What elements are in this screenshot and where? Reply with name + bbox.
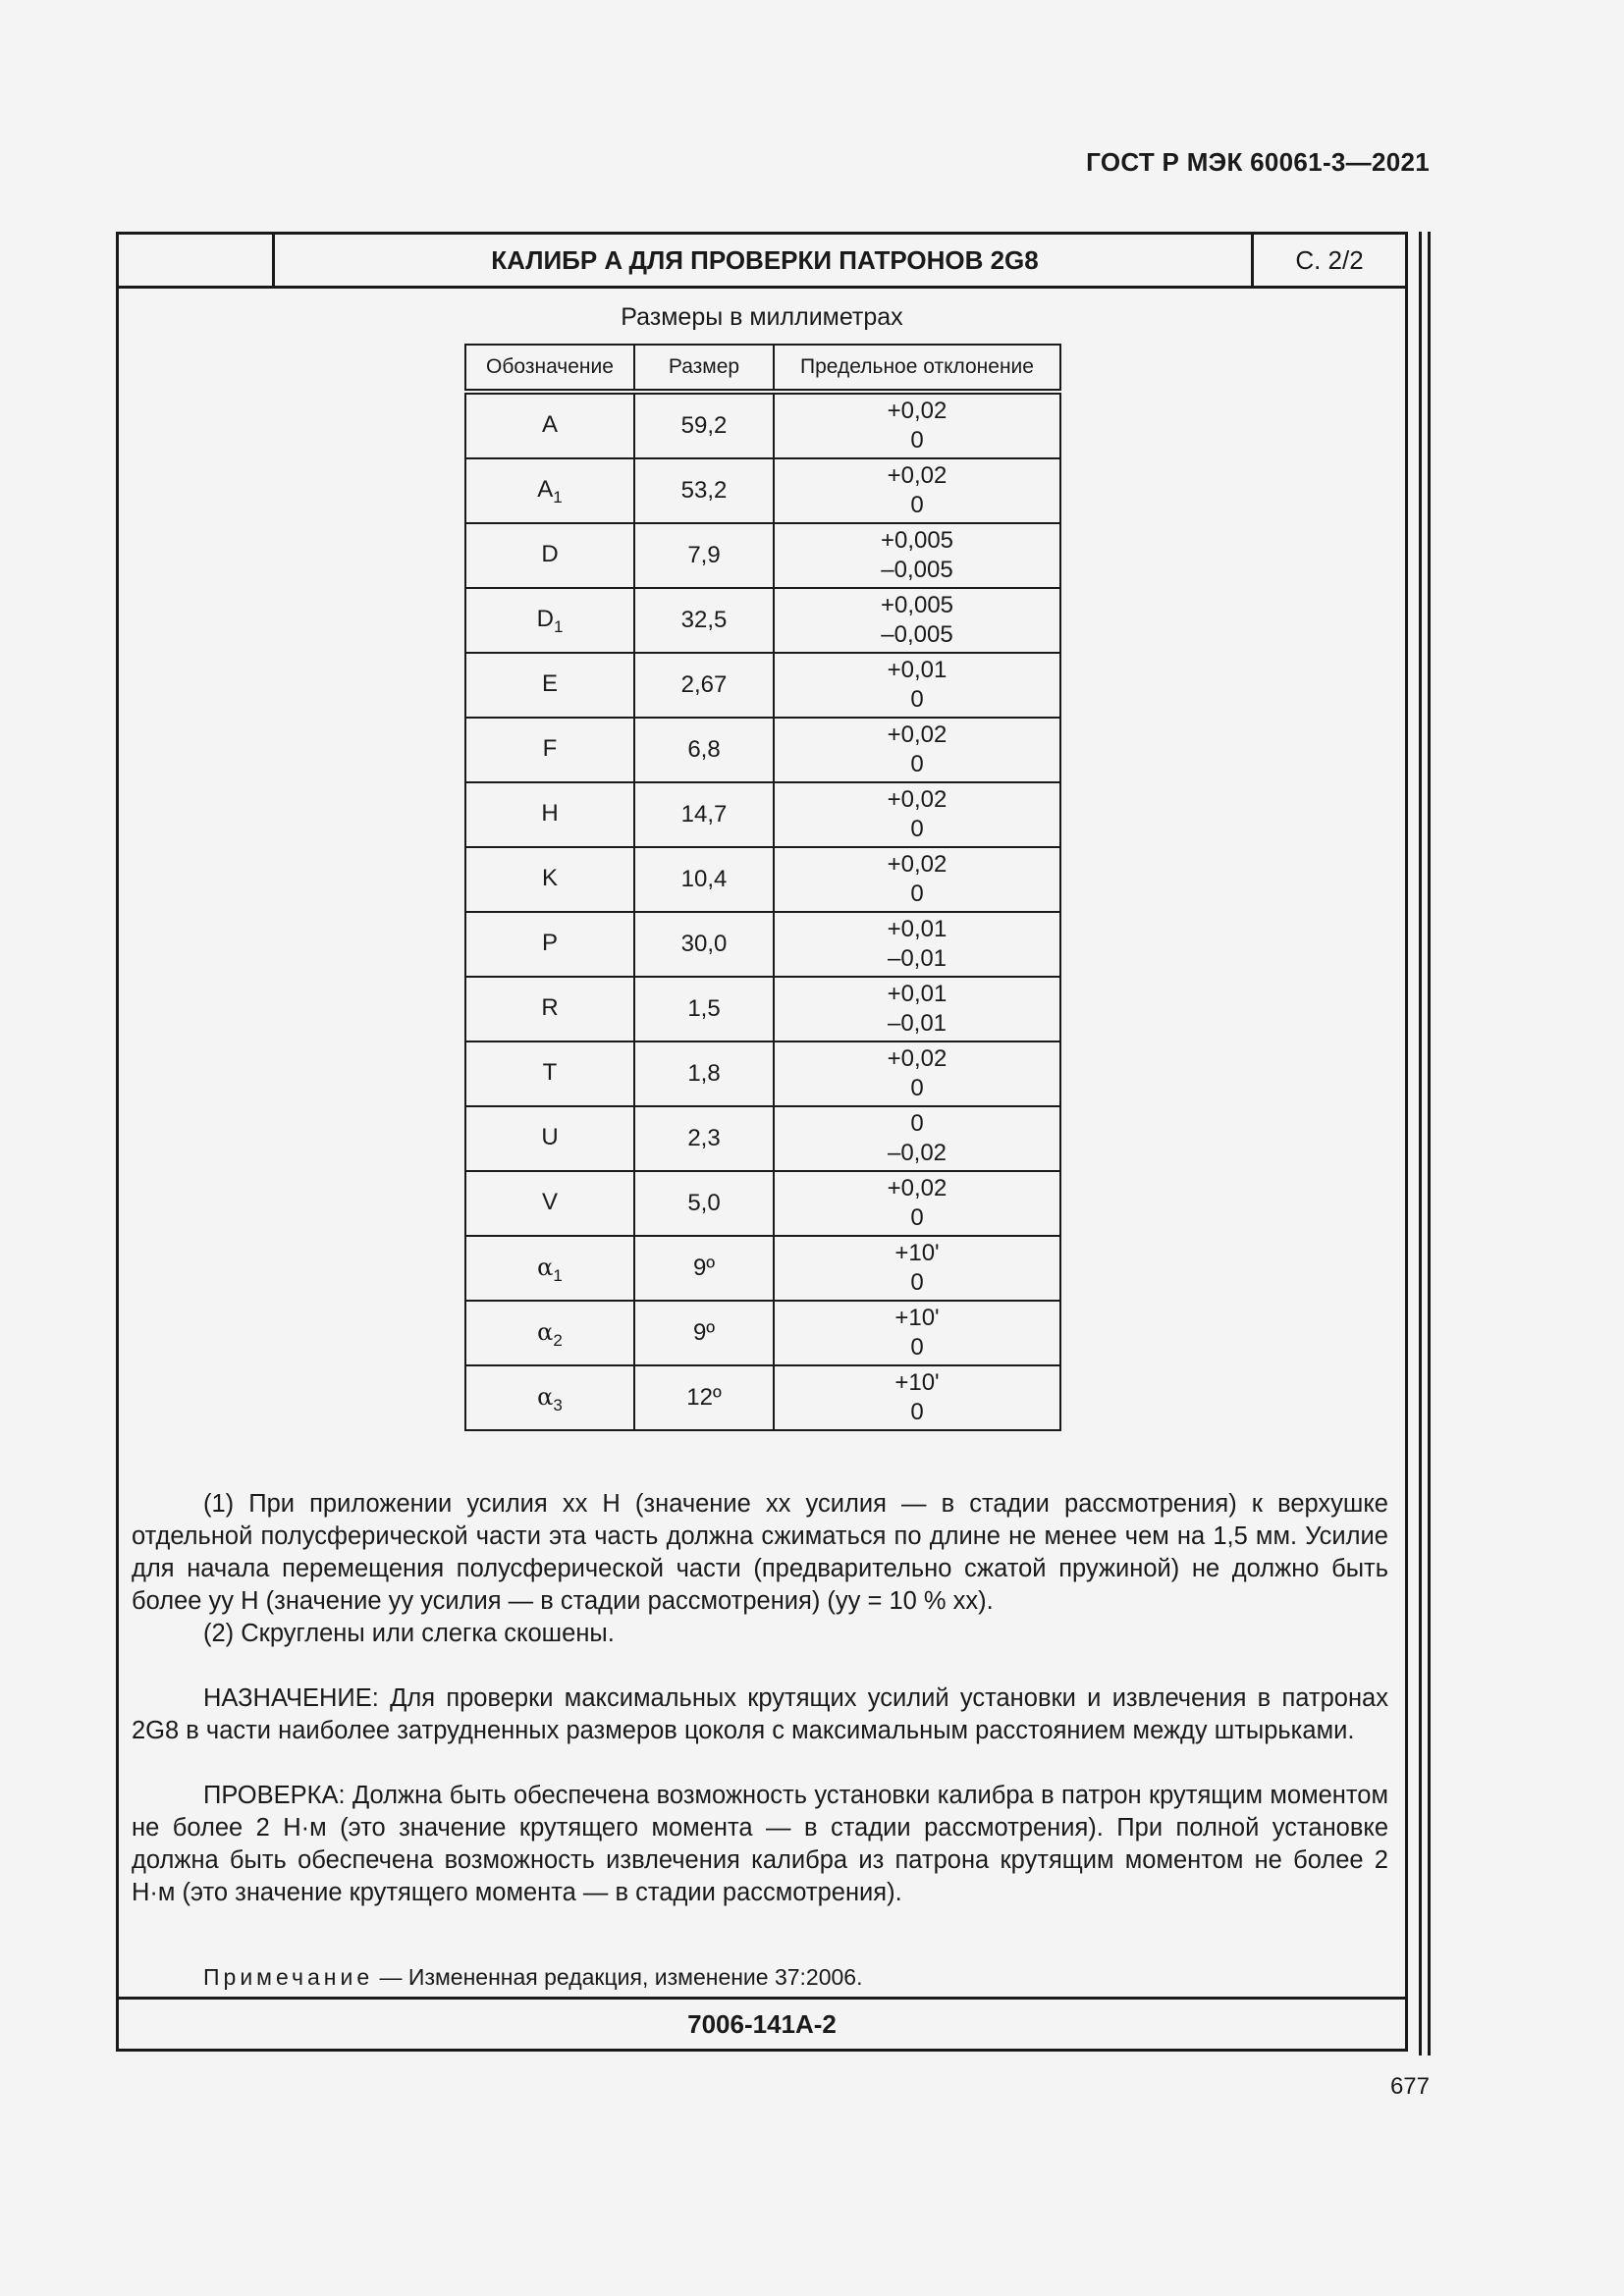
remark [203,1964,863,1991]
check-paragraph: ПРОВЕРКА: Должна быть обеспечена возможность установки калибра в патрон крутящим моментом не более 2 Н·м (это значение крутящего момента — в стадии рассмотрения). При полной установке должна быть обеспечена возможность извлечения калибра из патрона крутящим моментом не более 2 Н·м (это значение крутящего момента — в стадии рассмотрения). [132,1782,1388,1906]
frame-rail-line [1428,232,1431,2056]
designation-cell: $\alpha_2$ [465,1301,634,1365]
size-cell: 6,8 [634,718,774,782]
table-caption: Размеры в миллиметрах [621,303,903,331]
size-cell: 2,67 [634,653,774,718]
size-cell: 5,0 [634,1171,774,1236]
designation-cell: D [465,523,634,588]
size-cell: 30,0 [634,912,774,977]
size-cell: 1,5 [634,977,774,1041]
size-cell: 14,7 [634,782,774,847]
deviation-cell: +10' 0 [774,1236,1060,1301]
size-cell: 9º [634,1236,774,1301]
designation-cell: P [465,912,634,977]
note-1: (1) При приложении усилия хх Н (значение хх усилия — в стадии рассмотрения) к верхушке отдельной полусферической части эта часть должна сжиматься по длине не менее чем на 1,5 мм. Усилие для начала перемещения полусферической части (предварительно сжатой пружиной) не должно быть более уу Н (значение уу усилия — в стадии рассмотрения) (уу = 10 % хх). [132,1490,1388,1615]
table-row [465,1171,1060,1236]
header-designation: Обозначение [465,345,634,392]
deviation-cell: +10' 0 [774,1365,1060,1430]
table-row [465,1236,1060,1301]
standard-header: ГОСТ Р МЭК 60061-3—2021 [1086,147,1430,177]
drawing-frame [116,232,1408,2052]
size-cell: 1,8 [634,1041,774,1106]
size-cell: 2,3 [634,1106,774,1171]
deviation-cell: +0,01 –0,01 [774,977,1060,1041]
designation-cell: R [465,977,634,1041]
table-row [465,718,1060,782]
table-row [465,588,1060,653]
deviation-cell: +0,02 0 [774,1041,1060,1106]
designation-cell: U [465,1106,634,1171]
page-number: 677 [1389,2073,1430,2100]
deviation-cell: +0,005 –0,005 [774,523,1060,588]
size-cell: 32,5 [634,588,774,653]
table-row [465,912,1060,977]
table-row [465,977,1060,1041]
deviation-cell: +0,02 0 [774,847,1060,912]
table-row [465,653,1060,718]
dimensions-table [464,344,1061,1431]
deviation-cell: +0,01 0 [774,653,1060,718]
purpose-paragraph: НАЗНАЧЕНИЕ: Для проверки максимальных крутящих усилий установки и извлечения в патронах 2G8 в части наиболее затрудненных размеров цоколя с максимальным расстоянием между штырьками. [132,1684,1388,1744]
size-cell: 10,4 [634,847,774,912]
size-cell: 53,2 [634,458,774,523]
designation-cell: F [465,718,634,782]
deviation-cell: +0,02 0 [774,458,1060,523]
note-2: (2) Скруглены или слегка скошены. [203,1620,615,1647]
deviation-cell: +10' 0 [774,1301,1060,1365]
title-blank-cell [119,235,275,286]
deviation-cell: +0,02 0 [774,718,1060,782]
header-size: Размер [634,345,774,392]
deviation-cell: +0,01 –0,01 [774,912,1060,977]
table-row [465,1106,1060,1171]
size-cell: 59,2 [634,392,774,458]
size-cell: 12º [634,1365,774,1430]
table-row [465,782,1060,847]
table-row [465,1301,1060,1365]
designation-cell: E [465,653,634,718]
deviation-cell: +0,005 –0,005 [774,588,1060,653]
deviation-cell: +0,02 0 [774,392,1060,458]
header-deviation: Предельное отклонение [774,345,1060,392]
sheet-page: С. 2/2 [1251,235,1405,286]
designation-cell: V [465,1171,634,1236]
table-row [465,523,1060,588]
table-row [465,392,1060,458]
table-row [465,1041,1060,1106]
designation-cell: K [465,847,634,912]
table-row [465,458,1060,523]
remark-label: Примечание [203,1964,374,1990]
sheet-title: КАЛИБР A ДЛЯ ПРОВЕРКИ ПАТРОНОВ 2G8 [491,245,1039,275]
table-header-row [465,345,1060,392]
designation-cell: H [465,782,634,847]
designation-cell: $\alpha_3$ [465,1365,634,1430]
deviation-cell: +0,02 0 [774,782,1060,847]
designation-cell: $D_1$ [465,588,634,653]
designation-cell: A [465,392,634,458]
deviation-cell: +0,02 0 [774,1171,1060,1236]
deviation-cell: 0 –0,02 [774,1106,1060,1171]
table-row [465,847,1060,912]
remark-text: — Измененная редакция, изменение 37:2006. [373,1964,863,1990]
size-cell: 7,9 [634,523,774,588]
title-row [119,235,1405,289]
table-row [465,1365,1060,1430]
notes-block [132,1488,1388,1909]
frame-rail-line [1419,232,1422,2056]
sheet-code: 7006-141A-2 [119,1997,1405,2049]
designation-cell: T [465,1041,634,1106]
designation-cell: $\alpha_1$ [465,1236,634,1301]
designation-cell: $A_1$ [465,458,634,523]
size-cell: 9º [634,1301,774,1365]
